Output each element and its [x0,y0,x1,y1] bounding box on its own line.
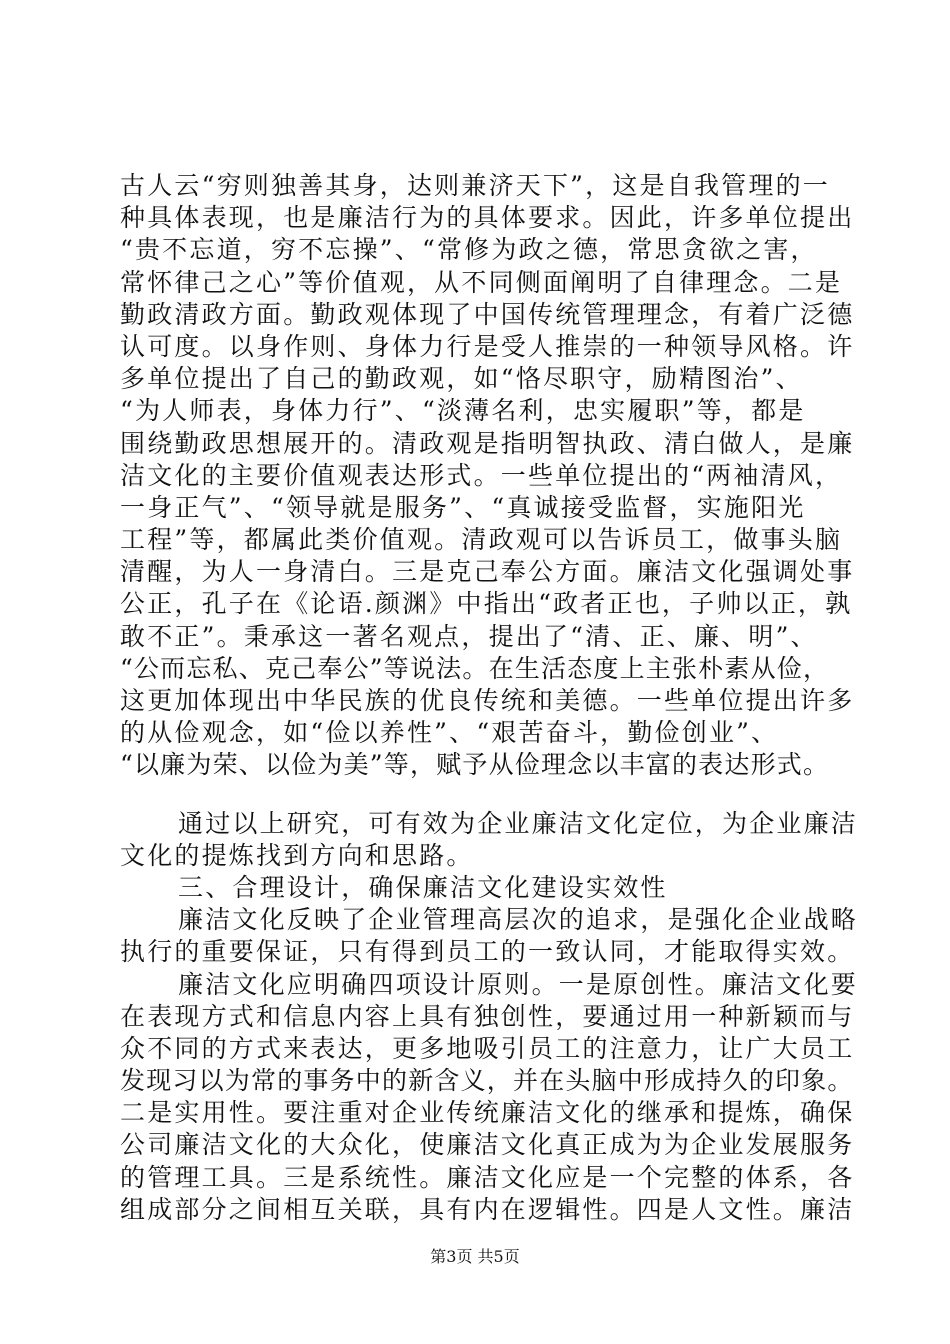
text-line: 勤政清政方面。勤政观体现了中国传统管理理念，有着广泛德 [120,299,855,329]
text-line: 众不同的方式来表达，更多地吸引员工的注意力，让广大员工 [120,1033,855,1063]
text-line: “以廉为荣、以俭为美”等，赋予从俭理念以丰富的表达形式。 [120,750,830,780]
text-line: 工程”等，都属此类价值观。清政观可以告诉员工，做事头脑 [120,525,843,555]
text-line: 围绕勤政思想展开的。清政观是指明智执政、清白做人，是廉 [120,428,855,458]
text-line: 认可度。以身作则、身体力行是受人推崇的一种领导风格。许 [120,331,855,361]
text-line: 廉洁文化应明确四项设计原则。一是原创性。廉洁文化要 [178,969,859,999]
section-heading [120,872,840,904]
text-line: “公而忘私、克己奉公”等说法。在生活态度上主张朴素从俭， [120,653,830,683]
paragraph-spacer [120,782,840,808]
text-line: 多单位提出了自己的勤政观，如“恪尽职守，励精图治”、 [120,364,803,394]
text-line: 清醒，为人一身清白。三是克己奉公方面。廉洁文化强调处事 [120,557,855,587]
text-line: “为人师表，身体力行”、“淡薄名利，忠实履职”等，都是 [120,396,806,426]
text-line: 洁文化的主要价值观表达形式。一些单位提出的“两袖清风， [120,460,843,490]
page-footer: 第3页 共5页 [430,1247,520,1266]
text-line: 的从俭观念，如“俭以养性”、“艰苦奋斗，勤俭创业”、 [120,718,779,748]
text-line: 这更加体现出中华民族的优良传统和美德。一些单位提出许多 [120,686,855,715]
text-line: 廉洁文化反映了企业管理高层次的追求，是强化企业战略 [178,905,859,935]
heading-line: 三、合理设计，确保廉洁文化建设实效性 [178,872,668,902]
text-line: 常怀律己之心”等价值观，从不同侧面阐明了自律理念。二是 [120,267,843,297]
paragraph-culture-pursuit [120,904,859,968]
paragraph-self-discipline [120,170,855,782]
text-line: 发现习以为常的事务中的新含义，并在头脑中形成持久的印象。 [120,1066,854,1096]
text-line: 的管理工具。三是系统性。廉洁文化应是一个完整的体系，各 [120,1162,855,1192]
document-body [120,170,859,1226]
text-line: 古人云“穷则独善其身，达则兼济天下”，这是自我管理的一 [120,171,830,200]
text-line: 二是实用性。要注重对企业传统廉洁文化的继承和提炼，确保 [120,1098,855,1128]
text-line: 一身正气”、“领导就是服务”、“真诚接受监督，实施阳光 [120,492,806,522]
text-line: 执行的重要保证，只有得到员工的一致认同，才能取得实效。 [120,937,855,967]
text-line: 在表现方式和信息内容上具有独创性，要通过用一种新颖而与 [120,1001,855,1031]
paragraph-research-summary [120,808,859,872]
text-line: 公正，孔子在《论语.颜渊》中指出“政者正也，子帅以正，孰 [120,589,853,619]
text-line: 公司廉洁文化的大众化，使廉洁文化真正成为为企业发展服务 [120,1130,855,1160]
text-line: 种具体表现，也是廉洁行为的具体要求。因此，许多单位提出 [120,203,855,233]
text-line: 组成部分之间相互关联，具有内在逻辑性。四是人文性。廉洁 [120,1194,855,1224]
text-line: 文化的提炼找到方向和思路。 [120,840,474,870]
paragraph-design-principles [120,969,859,1227]
text-line: 敢不正”。秉承这一著名观点，提出了“清、正、廉、明”、 [120,621,818,651]
text-line: 通过以上研究，可有效为企业廉洁文化定位，为企业廉洁 [178,808,859,838]
text-line: “贵不忘道，穷不忘操”、“常修为政之德，常思贪欲之害， [120,235,818,265]
